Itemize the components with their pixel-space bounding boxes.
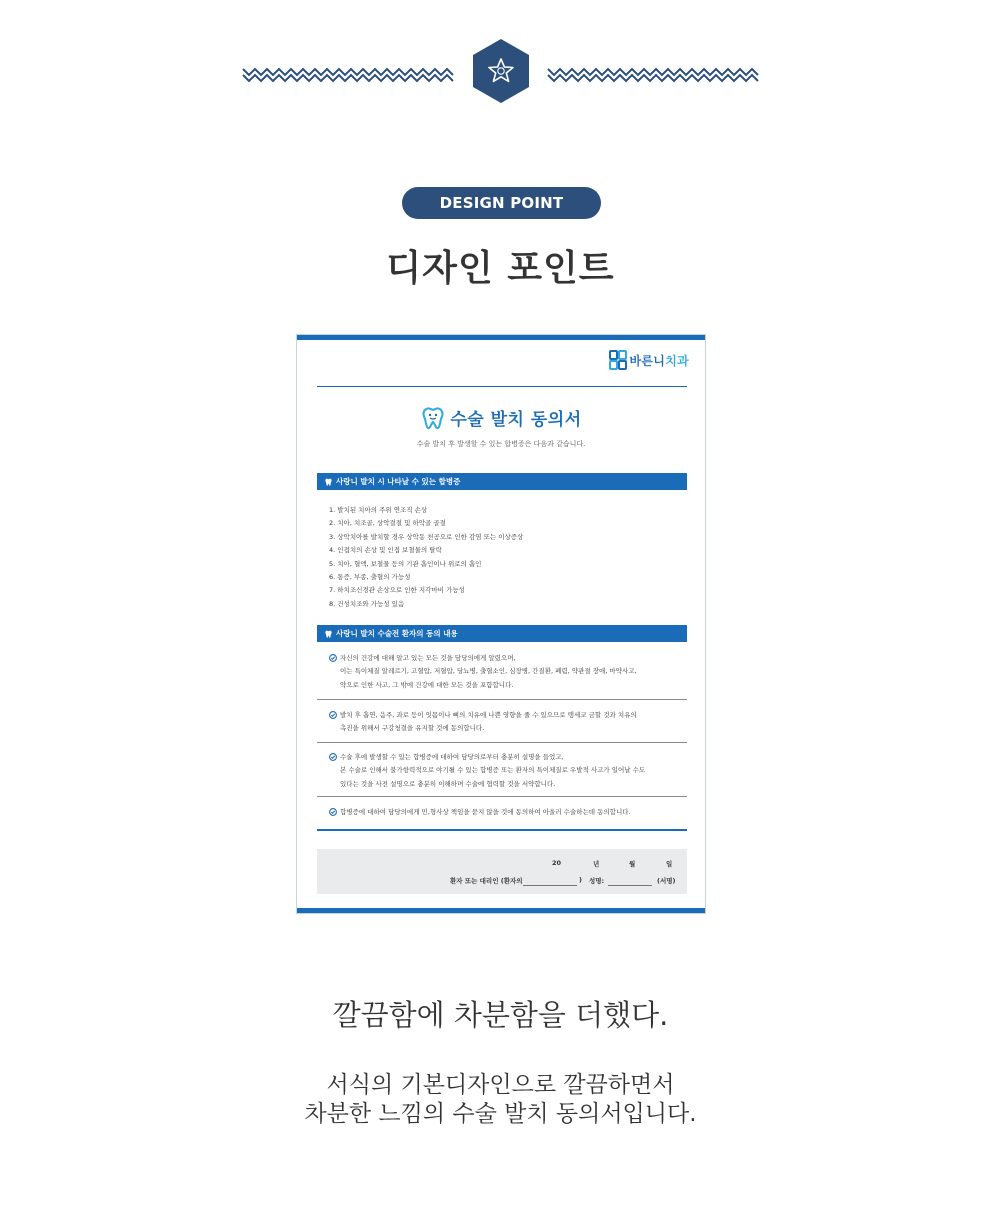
section-consent-title: 사랑니 발치 수술전 환자의 동의 내용 xyxy=(336,629,458,638)
check-circle-icon xyxy=(329,654,337,662)
star-hexagon-ornament xyxy=(240,38,761,104)
list-item: 5. 치아, 혈액, 보철물 등의 기관 흡인이나 위로의 흡인 xyxy=(329,559,482,568)
check-circle-icon xyxy=(329,808,337,816)
tooth-mini-icon xyxy=(325,630,332,638)
clause-line: 촉진을 위해서 구강청결을 유지할 것에 동의합니다. xyxy=(340,724,485,733)
description-line: 서식의 기본디자인으로 깔끔하면서 xyxy=(326,1072,675,1098)
form-title-row xyxy=(297,405,705,430)
list-item: 6. 통증, 부종, 출혈의 가능성 xyxy=(329,573,411,582)
list-item: 4. 인접치의 손상 및 인접 보철물의 탈락 xyxy=(329,546,442,555)
list-item: 1. 발치된 치아의 주위 연조직 손상 xyxy=(329,506,428,514)
description xyxy=(0,1071,1001,1129)
signature-month-unit: 월 xyxy=(629,860,636,868)
clause-line: 약으로 인한 사고, 그 밖에 건강에 대한 모든 것을 포함합니다. xyxy=(340,680,514,689)
consent-clause xyxy=(329,806,681,819)
list-item: 2. 치아, 치조골, 상악결절 및 하악골 골절 xyxy=(329,519,446,528)
form-bottom-bar xyxy=(297,908,705,913)
signature-close-paren: ) xyxy=(579,876,582,884)
section-complications-title: 사랑니 발치 시 나타날 수 있는 합병증 xyxy=(336,477,461,486)
section-complications-header xyxy=(317,473,687,490)
clause-line: 자신의 건강에 대해 알고 있는 모든 것을 담당의에게 알렸으며, xyxy=(340,654,516,662)
clause-divider xyxy=(317,796,687,797)
form-subtitle: 수술 발치 후 발생할 수 있는 합병증은 다음과 같습니다. xyxy=(416,440,586,448)
design-point-badge: DESIGN POINT xyxy=(402,187,601,219)
consent-clause xyxy=(329,709,681,736)
check-circle-icon xyxy=(329,753,337,761)
consent-clause xyxy=(329,751,681,791)
clause-line: 이는 특이체질 알레르기, 고혈압, 저혈압, 당뇨병, 출혈소인, 심장병, 간질환, 폐렴, 약관절 장애, 마약사고, xyxy=(340,667,637,676)
consent-form xyxy=(296,334,706,914)
logo-brand-main: 바른니 xyxy=(629,353,666,368)
clause-divider xyxy=(317,699,687,700)
clause-line: 합병증에 대하여 담당의에게 민,형사상 책임을 묻지 않을 것에 동의하여 아울러 수술하는데 동의합니다. xyxy=(340,808,631,816)
form-title: 수술 발치 동의서 xyxy=(450,410,582,430)
logo-mark-icon xyxy=(609,350,627,370)
description-line: 차분한 느낌의 수술 발치 동의서입니다. xyxy=(304,1101,697,1127)
signature-signer-label: 환자 또는 대리인 (환자의 xyxy=(450,877,523,885)
clause-line: 발치 후 흡연, 음주, 과로 등이 잇몸이나 뼈의 치유에 나쁜 영향을 줄 수 있으므로 탱세코 금할 것과 치유의 xyxy=(340,711,637,719)
clause-divider xyxy=(317,742,687,743)
tooth-mini-icon xyxy=(325,478,332,486)
header-rule xyxy=(317,386,687,387)
tooth-icon xyxy=(420,406,446,430)
signature-box xyxy=(317,849,687,894)
signature-name-label: 성명: xyxy=(589,877,605,885)
zigzag-right-bottom xyxy=(548,75,758,81)
tagline: 깔끔함에 차분함을 더했다. xyxy=(332,998,669,1032)
signer-relation-blank[interactable] xyxy=(523,885,577,886)
clause-line: 수술 후에 발생할 수 있는 합병증에 대하여 담당의로부터 충분히 설명을 들었고, xyxy=(340,753,564,761)
section-consent-header xyxy=(317,625,687,642)
clause-line: 있다는 것을 사전 설명으로 충분히 이해하며 수술에 협력할 것을 서약합니다. xyxy=(340,779,556,788)
hexagon-shape xyxy=(473,39,529,103)
zigzag-right-top xyxy=(548,69,758,75)
list-item: 7. 하치조신경관 손상으로 인한 지각마비 가능성 xyxy=(329,586,465,595)
clause-line: 본 수술로 인해서 불가항력적으로 야기될 수 있는 합병증 또는 환자의 특이체질로 우발적 사고가 일어날 수도 xyxy=(340,766,646,775)
consent-clause xyxy=(329,652,681,692)
complications-list xyxy=(329,504,523,611)
clinic-logo xyxy=(609,350,689,370)
check-circle-icon xyxy=(329,711,337,719)
logo-brand-accent: 치과 xyxy=(665,353,689,368)
signature-year-unit: 년 xyxy=(593,860,600,868)
signature-year: 20 xyxy=(552,859,562,867)
list-item: 3. 상악치아를 발치할 경우 상악동 천공으로 인한 감염 또는 이상증상 xyxy=(329,532,524,541)
zigzag-left-bottom xyxy=(243,75,453,81)
signature-sign-label: (서명) xyxy=(657,877,676,885)
signer-name-blank[interactable] xyxy=(608,885,652,886)
form-top-bar xyxy=(297,335,705,340)
form-bottom-rule xyxy=(317,829,687,831)
signature-day-unit: 일 xyxy=(666,860,673,868)
page-headline: 디자인 포인트 xyxy=(386,248,615,289)
zigzag-left-top xyxy=(243,69,453,75)
list-item: 8. 건성치조와 가능성 있음 xyxy=(329,599,405,608)
